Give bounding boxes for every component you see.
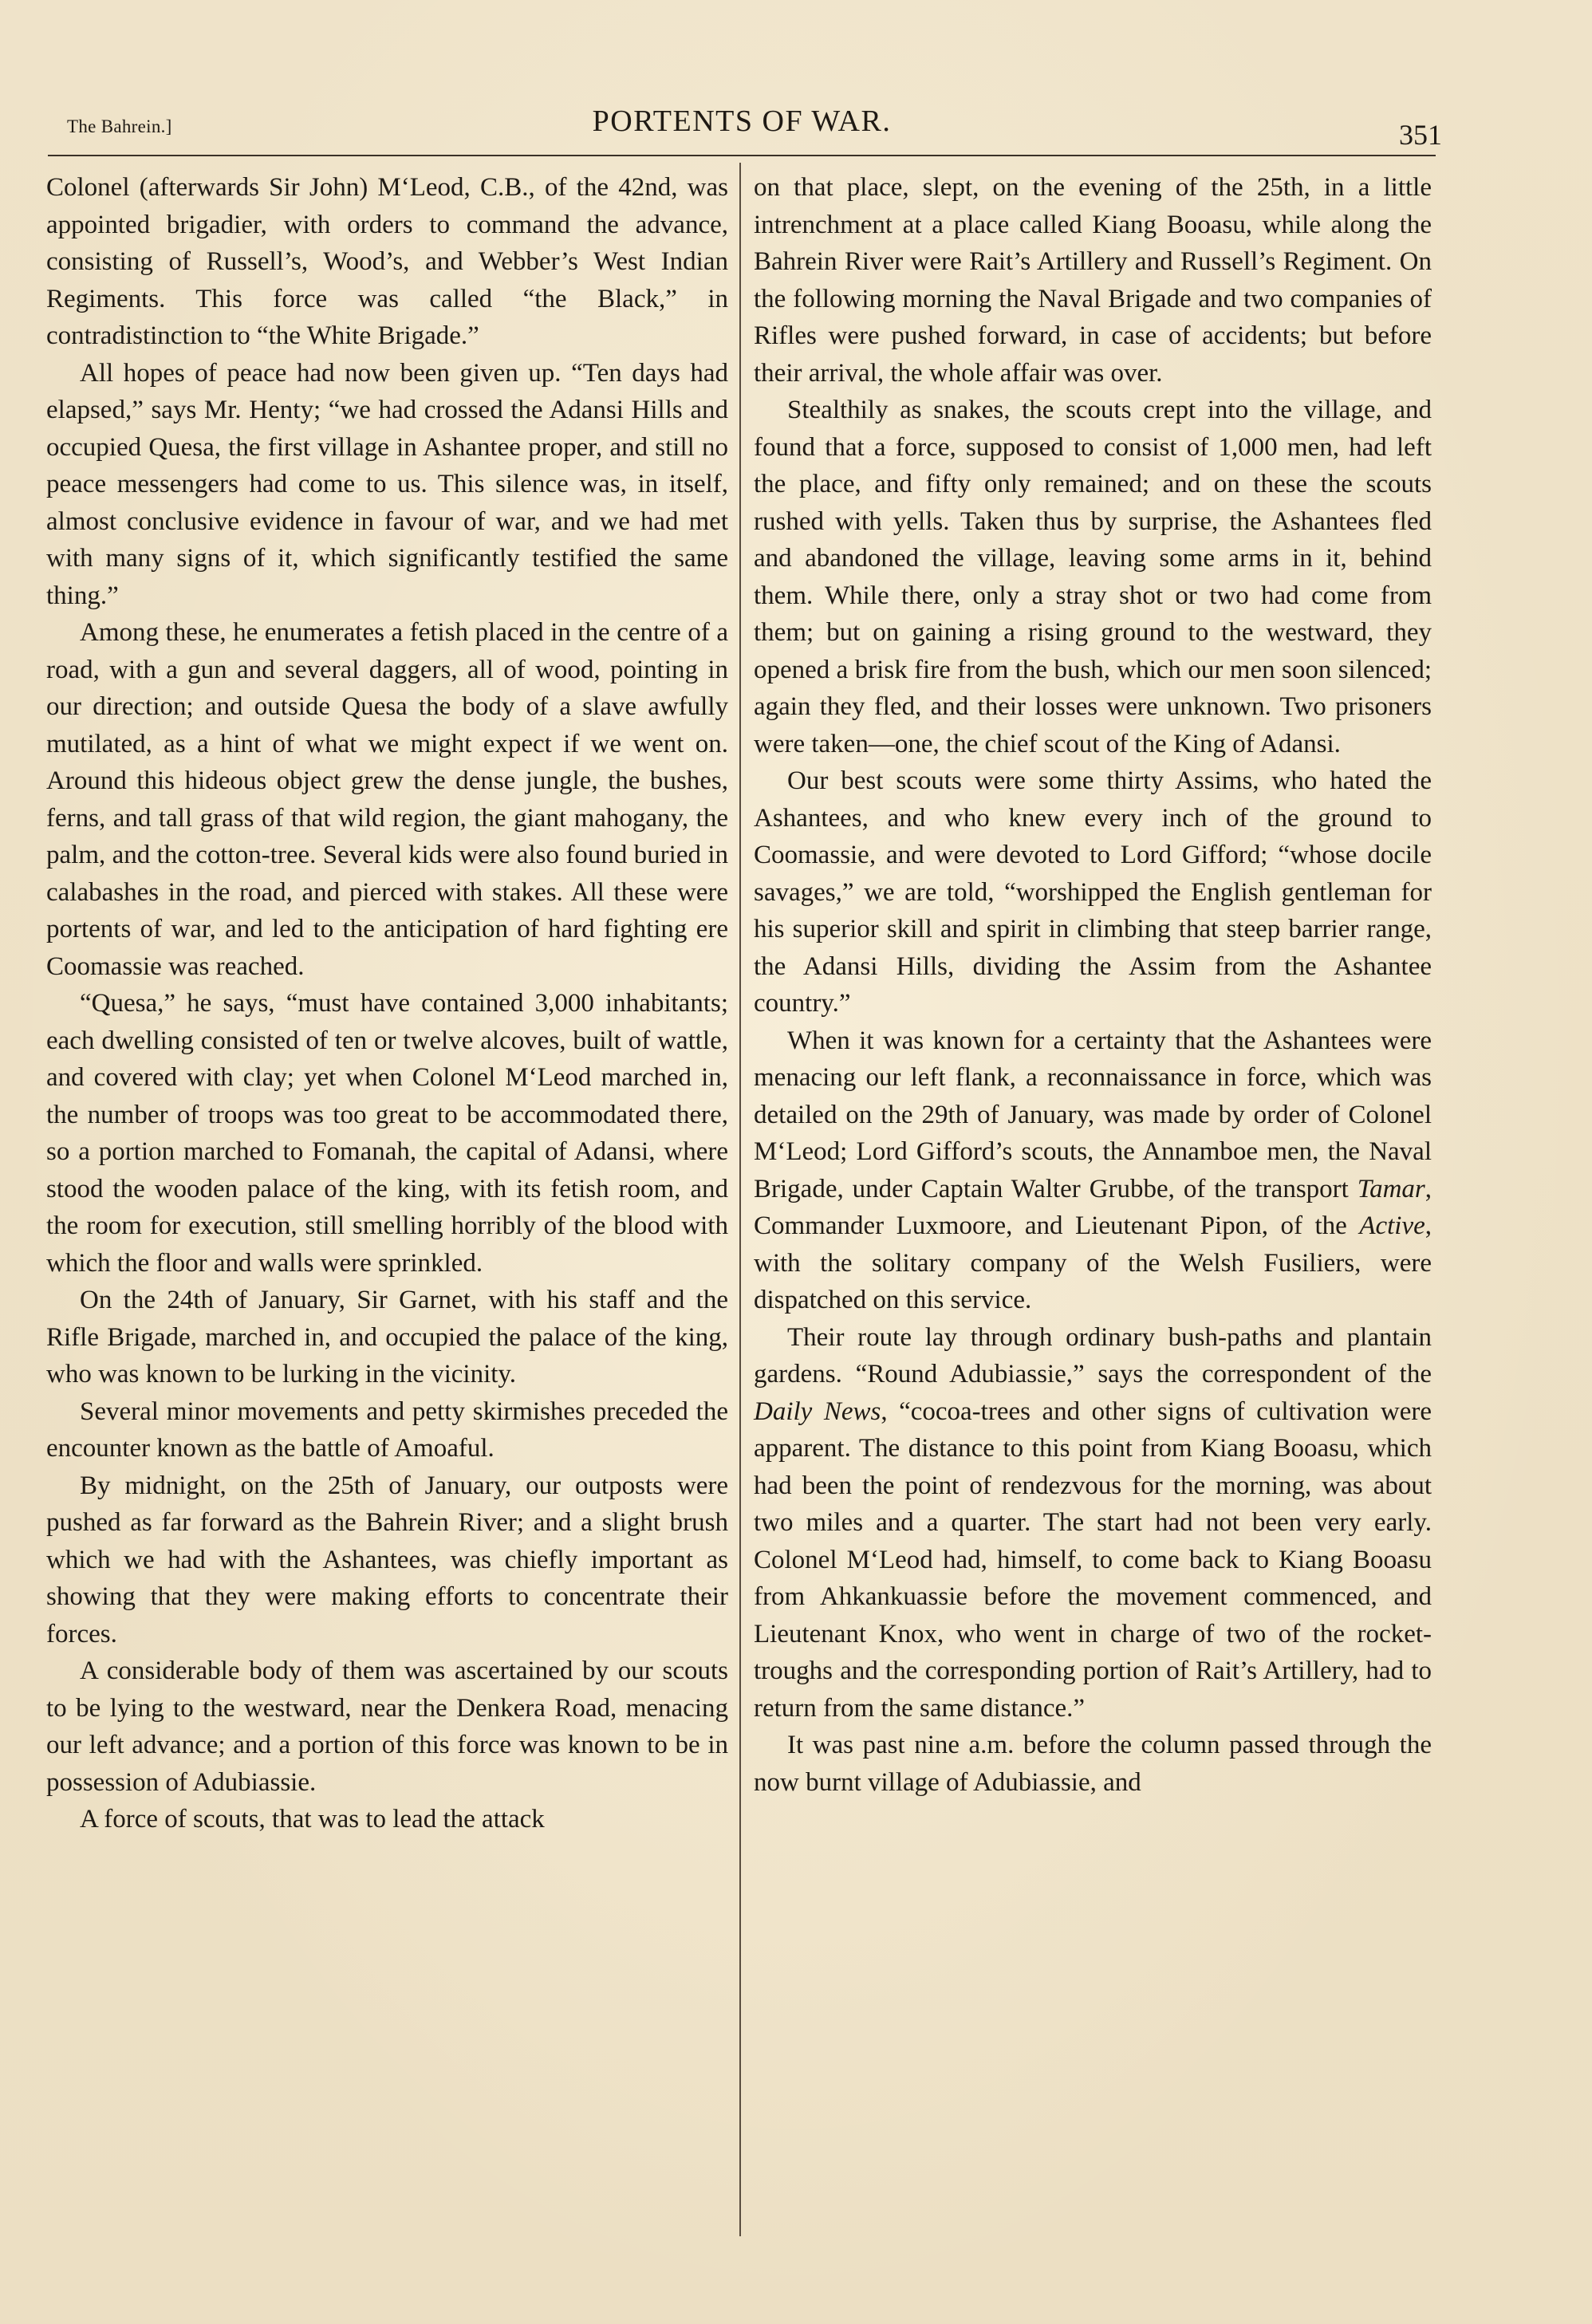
paragraph: Colonel (afterwards Sir John) M‘Leod, C.B., of the 42nd, was appointed brigadier, with orders to command the advance, consisting of Russell’s, Wood’s, and Webber’s West Indian Regiments. This force was called “the Black,” in contradistinction to “the White Brigade.” [46, 173, 728, 350]
section-label: The Bahrein.] [67, 116, 172, 136]
paragraph-text: , “cocoa-trees and other signs of cultivation were apparent. The distance to this point from Kiang Booasu, which had been the point of rendezvous for the morning, was about two miles and a quarter. The start had not been very early. Colonel M‘Leod had, himself, to come back to Kiang Booasu from Ahkankuassie before the movement commenced, and Lieutenant Knox, who went in charge of two of the rocket-troughs and the corresponding portion of Rait’s Artillery, had to return from the same distance.” [754, 1396, 1432, 1723]
paragraph: Among these, he enumerates a fetish placed in the centre of a road, with a gun and several daggers, all of wood, pointing in our direction; and outside Quesa the body of a slave awfully mutilated, as a hint of what we might expect if we went on. Around this hideous object grew the dense jungle, the bushes, ferns, and tall grass of that wild region, the giant mahogany, the palm, and the cotton-tree. Several kids were also found buried in calabashes in the road, and pierced with stakes. All these were portents of war, and led to the anticipation of hard fighting ere Coomassie was reached. [46, 618, 728, 981]
paragraph [754, 1319, 1432, 1727]
paragraph: By midnight, on the 25th of January, our outposts were pushed as far forward as the Bahrein River; and a slight brush which we had with the Ashantees, was chiefly important as showing that they were making efforts to concentrate their forces. [46, 1471, 728, 1648]
column-divider [739, 163, 741, 2236]
paragraph: “Quesa,” he says, “must have contained 3,000 inhabitants; each dwelling consisted of ten or twelve alcoves, built of wattle, and covered with clay; yet when Colonel M‘Leod marched in, the number of troops was too great to be accommodated there, so a portion marched to Fomanah, the capital of Adansi, where stood the wooden palace of the king, with its fetish room, and the room for execution, still smelling horribly of the blood with which the floor and walls were sprinkled. [46, 989, 728, 1278]
paragraph-text: When it was known for a certainty that the Ashantees were menacing our left flank, a reconnaissance in force, which was detailed on the 29th of January, was made by order of Colonel M‘Leod; Lord Gifford’s scouts, the Annamboe men, the Naval Brigade, under Captain Walter Grubbe, of the transport [754, 1026, 1432, 1203]
ship-name: Tamar [1357, 1174, 1425, 1203]
ship-name: Active [1359, 1211, 1425, 1240]
paragraph: All hopes of peace had now been given up. “Ten days had elapsed,” says Mr. Henty; “we had crossed the Adansi Hills and occupied Quesa, the first village in Ashantee proper, and still no peace messengers had come to us. This silence was, in itself, almost conclusive evidence in favour of war, and we had met with many signs of it, which significantly testified the same thing.” [46, 358, 728, 610]
paragraph: A force of scouts, that was to lead the attack [80, 1805, 545, 1834]
newspaper-name: Daily News [754, 1396, 881, 1426]
paragraph: Stealthily as snakes, the scouts crept into the village, and found that a force, supposed to consist of 1,000 men, had left the place, and fifty only remained; and on these the scouts rushed with yells. Taken thus by surprise, the Ashantees fled and abandoned the village, leaving some arms in it, behind them. While there, only a stray shot or two had come from them; but on gaining a rising ground to the westward, they opened a brisk fire from the bush, which our men soon silenced; again they fled, and their losses were unknown. Two prisoners were taken—one, the chief scout of the King of Adansi. [754, 396, 1432, 758]
paragraph-text: , with the solitary company of the Welsh Fusiliers, were dispatched on this service. [754, 1211, 1432, 1314]
left-column [46, 169, 728, 1838]
paragraph: Our best scouts were some thirty Assims, who hated the Ashantees, and who knew every inch of the ground to Coomassie, and were devoted to Lord Gifford; “whose docile savages,” we are told, “worshipped the English gentleman for his superior skill and spirit in climbing that steep barrier range, the Adansi Hills, dividing the Assim from the Ashantee country.” [754, 766, 1432, 1018]
paragraph: It was past nine a.m. before the column passed through the now burnt village of Adubiassie, and [754, 1731, 1432, 1797]
header-rule [48, 155, 1436, 156]
page-number: 351 [1399, 119, 1442, 151]
paragraph: Several minor movements and petty skirmishes preceded the encounter known as the battle of Amoaful. [46, 1396, 728, 1463]
paragraph-text: , Commander Luxmoore, and Lieutenant Pipon, of the [754, 1174, 1432, 1240]
paragraph: A considerable body of them was ascertained by our scouts to be lying to the westward, near the Denkera Road, menacing our left advance; and a portion of this force was known to be in possession of Adubiassie. [46, 1656, 728, 1797]
paragraph: On the 24th of January, Sir Garnet, with his staff and the Rifle Brigade, marched in, and occupied the palace of the king, who was known to be lurking in the vicinity. [46, 1286, 728, 1388]
paragraph: on that place, slept, on the evening of the 25th, in a little intrenchment at a place called Kiang Booasu, while along the Bahrein River were Rait’s Artillery and Russell’s Regiment. On the following morning the Naval Brigade and two companies of Rifles were pushed forward, in case of accidents; but before their arrival, the whole affair was over. [754, 173, 1432, 388]
right-column [754, 169, 1432, 1801]
running-head [48, 104, 1442, 152]
paragraph [754, 1022, 1432, 1319]
page-title: PORTENTS OF WAR. [592, 104, 892, 138]
paragraph-text: Their route lay through ordinary bush-paths and plantain gardens. “Round Adubiassie,” says the correspondent of the [754, 1322, 1432, 1388]
